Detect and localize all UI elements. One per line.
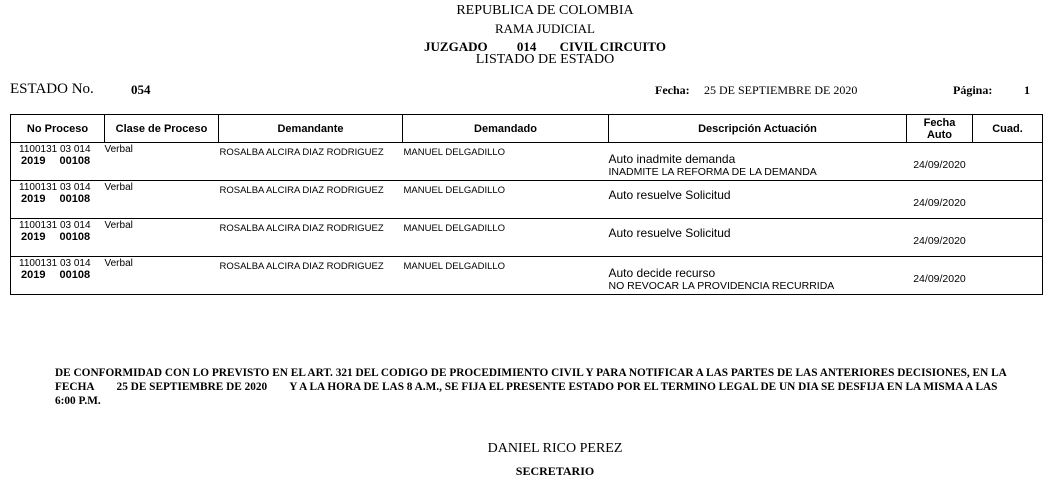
col-fecha-auto-line1: Fecha: [923, 116, 956, 129]
cell-cuad: [973, 181, 1043, 219]
cell-cuad: [973, 257, 1043, 295]
court-type: CIVIL CIRCUITO: [559, 39, 666, 54]
cell-actuacion: [609, 181, 907, 219]
clase-value: Verbal: [104, 258, 133, 269]
pagina-value: 1: [1024, 83, 1030, 97]
cell-proceso: [11, 181, 105, 219]
court-label: JUZGADO: [424, 39, 488, 54]
cell-clase: [105, 257, 219, 295]
proceso-number: 00108: [59, 269, 91, 281]
col-cuad: Cuad.: [973, 115, 1043, 143]
fecha-value: 25 DE SEPTIEMBRE DE 2020: [704, 83, 858, 97]
cell-demandante: [219, 257, 403, 295]
col-demandado: Demandado: [403, 115, 609, 143]
notification-notice: [55, 366, 1015, 408]
clase-value: Verbal: [104, 220, 133, 231]
clase-value: Verbal: [104, 182, 133, 193]
col-fecha-auto: [907, 115, 973, 143]
list-title: LISTADO DE ESTADO: [475, 52, 615, 67]
notice-date: 25 DE SEPTIEMBRE DE 2020: [116, 381, 268, 393]
actuacion-block: [609, 257, 907, 293]
proceso-radicado: [11, 269, 105, 281]
actuacion-block: [609, 143, 907, 179]
demandante-value: ROSALBA ALCIRA DIAZ RODRIGUEZ: [219, 185, 384, 196]
actuacion-title: Auto resuelve Solicitud: [608, 188, 731, 202]
cell-fecha-auto: [907, 219, 973, 257]
fecha-auto-value: 24/09/2020: [913, 197, 966, 209]
actuacion-block: [609, 219, 907, 240]
fecha-auto-value: 24/09/2020: [913, 235, 966, 247]
cell-demandante: [219, 181, 403, 219]
cell-proceso: [11, 143, 105, 181]
cell-demandado: [403, 257, 609, 295]
cell-actuacion: [609, 219, 907, 257]
table-header-row: [11, 115, 1043, 143]
proceso-code: 1100131 03 014: [19, 258, 91, 269]
table-row: [11, 181, 1043, 219]
court-number: 014: [516, 39, 537, 54]
proceso-number: 00108: [59, 231, 91, 243]
demandado-value: MANUEL DELGADILLO: [403, 223, 506, 234]
actuacion-block: [609, 181, 907, 202]
actuacion-title: Auto inadmite demanda: [608, 152, 736, 166]
col-clase: Clase de Proceso: [105, 115, 219, 143]
header-branch: RAMA JUDICIAL: [494, 21, 596, 36]
proceso-radicado: [11, 193, 105, 205]
proceso-code: 1100131 03 014: [19, 182, 91, 193]
cell-fecha-auto: [907, 143, 973, 181]
cell-fecha-auto: [907, 257, 973, 295]
proceso-number: 00108: [59, 155, 91, 167]
notice-part1: DE CONFORMIDAD CON LO PREVISTO EN EL ART. 321 DEL CODIGO DE PROCEDIMIENTO CIVIL Y PARA NOTIFICAR A LAS PARTES DE LAS ANTERIORES DECISIONES, EN LA FECHA: [55, 367, 1007, 393]
cell-actuacion: [609, 143, 907, 181]
actuacion-detail: NO REVOCAR LA PROVIDENCIA RECURRIDA: [608, 280, 835, 292]
actuacion-detail: INADMITE LA REFORMA DE LA DEMANDA: [608, 166, 817, 178]
pagina-label: Página:: [953, 83, 993, 97]
demandante-value: ROSALBA ALCIRA DIAZ RODRIGUEZ: [219, 261, 384, 272]
cell-demandado: [403, 181, 609, 219]
fecha-auto-value: 24/09/2020: [913, 159, 966, 171]
clase-value: Verbal: [104, 144, 133, 155]
proceso-code: 1100131 03 014: [19, 220, 91, 231]
proceso-year: 2019: [21, 193, 46, 205]
col-demandante: Demandante: [219, 115, 403, 143]
actuacion-title: Auto resuelve Solicitud: [608, 226, 731, 240]
proceso-year: 2019: [21, 155, 46, 167]
cell-cuad: [973, 219, 1043, 257]
cell-proceso: [11, 219, 105, 257]
table-row: [11, 143, 1043, 181]
secretary-role: SECRETARIO: [515, 464, 595, 478]
secretary-name: DANIEL RICO PEREZ: [487, 441, 623, 456]
cell-demandado: [403, 143, 609, 181]
proceso-code: 1100131 03 014: [19, 144, 91, 155]
col-descripcion: Descripción Actuación: [609, 115, 907, 143]
table-row: [11, 219, 1043, 257]
estado-table: [10, 114, 1043, 295]
demandado-value: MANUEL DELGADILLO: [403, 185, 506, 196]
col-no-proceso: No Proceso: [11, 115, 105, 143]
proceso-year: 2019: [21, 231, 46, 243]
cell-clase: [105, 181, 219, 219]
cell-fecha-auto: [907, 181, 973, 219]
fecha-label: Fecha:: [655, 83, 690, 97]
cell-cuad: [973, 143, 1043, 181]
cell-actuacion: [609, 257, 907, 295]
col-fecha-auto-line2: Auto: [926, 128, 953, 141]
header-republic: REPUBLICA DE COLOMBIA: [456, 3, 634, 18]
cell-demandante: [219, 143, 403, 181]
estado-label: ESTADO No.: [10, 81, 94, 97]
estado-number: 054: [131, 82, 151, 97]
actuacion-title: Auto decide recurso: [608, 266, 716, 280]
cell-clase: [105, 143, 219, 181]
proceso-year: 2019: [21, 269, 46, 281]
cell-demandado: [403, 219, 609, 257]
cell-proceso: [11, 257, 105, 295]
cell-demandante: [219, 219, 403, 257]
proceso-number: 00108: [59, 193, 91, 205]
cell-clase: [105, 219, 219, 257]
demandado-value: MANUEL DELGADILLO: [403, 261, 506, 272]
demandado-value: MANUEL DELGADILLO: [403, 147, 506, 158]
proceso-radicado: [11, 155, 105, 167]
notice-part2: Y A LA HORA DE LAS 8 A.M., SE FIJA EL PRESENTE ESTADO POR EL TERMINO LEGAL DE UN DIA SE DESFIJA EN LA MISMA A LAS 6:00 P.M.: [55, 381, 998, 407]
demandante-value: ROSALBA ALCIRA DIAZ RODRIGUEZ: [219, 223, 384, 234]
demandante-value: ROSALBA ALCIRA DIAZ RODRIGUEZ: [219, 147, 384, 158]
proceso-radicado: [11, 231, 105, 243]
fecha-auto-value: 24/09/2020: [913, 273, 966, 285]
table-row: [11, 257, 1043, 295]
